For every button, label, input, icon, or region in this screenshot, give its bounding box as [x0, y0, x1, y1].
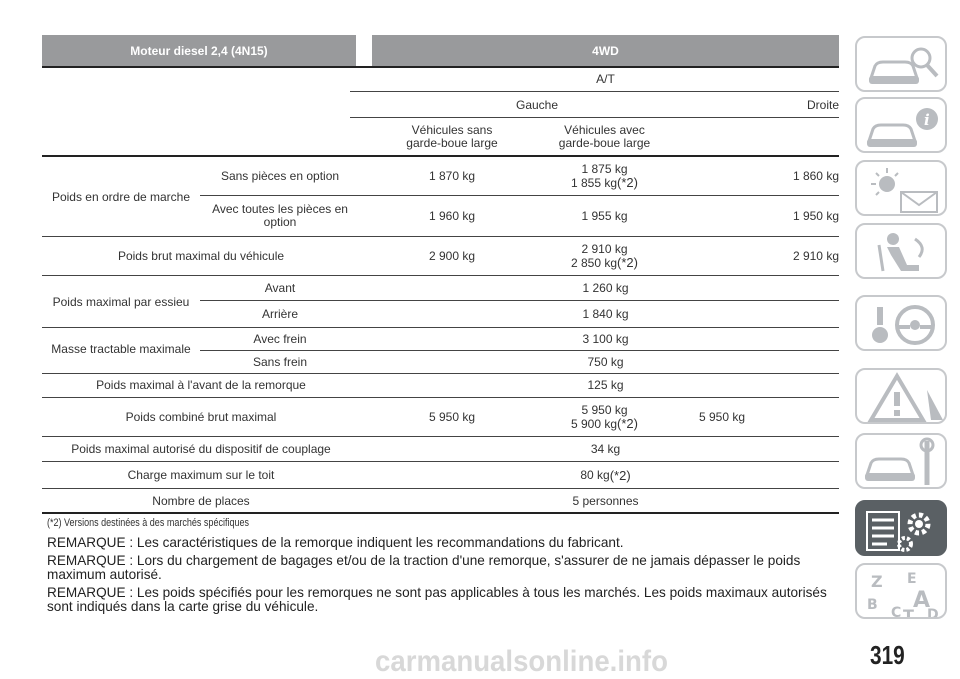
nose-weight-label: Poids maximal à l'avant de la remorque: [96, 377, 306, 392]
axle-rear-label: Arrière: [261, 306, 298, 321]
footnote: (*2) Versions destinées à des marchés spécifiques: [47, 517, 250, 529]
specifications-gear-icon: [857, 502, 947, 556]
rule: [42, 488, 839, 489]
tab-maintenance[interactable]: [855, 433, 947, 489]
svg-text:B: B: [867, 597, 878, 613]
rule: [350, 117, 839, 118]
towing-braked-value: 3 100 kg: [582, 331, 629, 346]
rule: [42, 512, 839, 514]
svg-text:Z: Z: [871, 572, 883, 591]
svg-text:A: A: [913, 588, 931, 613]
gvw-b: 2 910 kg 2 850 kg(*2): [571, 241, 638, 270]
rule: [350, 91, 839, 92]
curb-all-options-b: 1 955 kg: [581, 208, 628, 223]
gvw-a: 2 900 kg: [428, 248, 476, 263]
rule: [42, 436, 839, 437]
coupling-value: 34 kg: [590, 441, 621, 456]
remark-2: REMARQUE : Lors du chargement de bagages et/ou de la traction d'une remorque, s'assurer de ne jamais dépasser le poids maximum autorisé.: [47, 553, 801, 582]
table-header-drive: 4WD: [372, 35, 839, 66]
gcw-b: 5 950 kg 5 900 kg(*2): [571, 402, 638, 431]
alphabetical-index-icon: [857, 565, 947, 619]
curb-all-options-a: 1 960 kg: [428, 208, 476, 223]
gcw-a: 5 950 kg: [428, 409, 476, 424]
gvw-label: Poids brut maximal du véhicule: [117, 248, 285, 263]
rule: [42, 236, 839, 237]
car-search-icon: [857, 38, 947, 92]
tab-specifications[interactable]: [855, 500, 947, 556]
curb-no-options-b: 1 875 kg 1 855 kg(*2): [571, 161, 638, 190]
towing-label: Masse tractable maximale: [51, 341, 191, 356]
road-warning-icon: [857, 370, 947, 424]
coupling-label: Poids maximal autorisé du dispositif de couplage: [71, 441, 331, 456]
key-steering-wheel-icon: [857, 297, 947, 351]
steering-right-label: Droite: [806, 97, 839, 112]
nose-weight-value: 125 kg: [587, 377, 624, 392]
svg-text:E: E: [907, 571, 917, 587]
tab-road-warning[interactable]: [855, 368, 947, 424]
gvw-c: 2 910 kg: [792, 248, 839, 263]
axle-label: Poids maximal par essieu: [52, 294, 190, 309]
tab-car-info[interactable]: [855, 97, 947, 153]
rule: [42, 397, 839, 398]
svg-text:i: i: [924, 111, 930, 129]
roof-load-value: 80 kg (*2): [580, 467, 631, 483]
tab-car-search[interactable]: [855, 36, 947, 92]
curb-no-options-c: 1 860 kg: [792, 168, 839, 183]
axle-rear-value: 1 840 kg: [582, 306, 629, 321]
tab-index[interactable]: [855, 563, 947, 619]
car-wrench-icon: [857, 435, 947, 489]
warning-light-message-icon: [857, 162, 947, 216]
svg-text:C: C: [891, 605, 902, 621]
steering-left-label: Gauche: [515, 97, 559, 112]
car-info-icon: [857, 99, 947, 153]
towing-braked-label: Avec frein: [253, 331, 307, 346]
transmission-label: A/T: [596, 71, 615, 86]
tab-seat-airbag[interactable]: [855, 223, 947, 279]
curb-no-options-label: Sans pièces en option: [220, 168, 340, 183]
gcw-label: Poids combiné brut maximal: [125, 409, 277, 424]
roof-load-label: Charge maximum sur le toit: [127, 467, 275, 482]
svg-text:T: T: [903, 606, 914, 621]
page-number: 319: [870, 640, 905, 670]
table-header-engine: Moteur diesel 2,4 (4N15): [42, 35, 356, 66]
towing-unbraked-label: Sans frein: [252, 354, 308, 369]
curb-weight-label: Poids en ordre de marche: [51, 189, 191, 204]
seats-value: 5 personnes: [572, 493, 639, 508]
gcw-c: 5 950 kg: [698, 409, 746, 424]
seat-airbag-icon: [857, 225, 947, 279]
variant-without-fenders: Véhicules sans garde-boue large: [406, 123, 498, 150]
rule: [42, 275, 839, 276]
rule: [42, 461, 839, 462]
remark-1: REMARQUE : Les caractéristiques de la remorque indiquent les recommandations du fabricant.: [47, 535, 624, 550]
axle-front-value: 1 260 kg: [582, 280, 629, 295]
curb-no-options-a: 1 870 kg: [428, 168, 476, 183]
axle-front-label: Avant: [264, 280, 296, 295]
tab-key-steering[interactable]: [855, 295, 947, 351]
variant-with-fenders: Véhicules avec garde-boue large: [558, 123, 651, 150]
towing-unbraked-value: 750 kg: [587, 354, 624, 369]
watermark: carmanualsonline.info: [375, 645, 668, 678]
remark-3: REMARQUE : Les poids spécifiés pour les remorques ne sont pas applicables à tous les marchés. Les poids maximaux autorisés sont indiqués dans la carte grise du véhicule.: [47, 585, 827, 614]
rule: [200, 195, 839, 196]
svg-text:D: D: [927, 607, 939, 621]
curb-all-options-label: Avec toutes les pièces en option: [212, 202, 348, 229]
curb-all-options-c: 1 950 kg: [792, 208, 839, 223]
tab-warning-lights[interactable]: [855, 160, 947, 216]
seats-label: Nombre de places: [152, 493, 250, 508]
